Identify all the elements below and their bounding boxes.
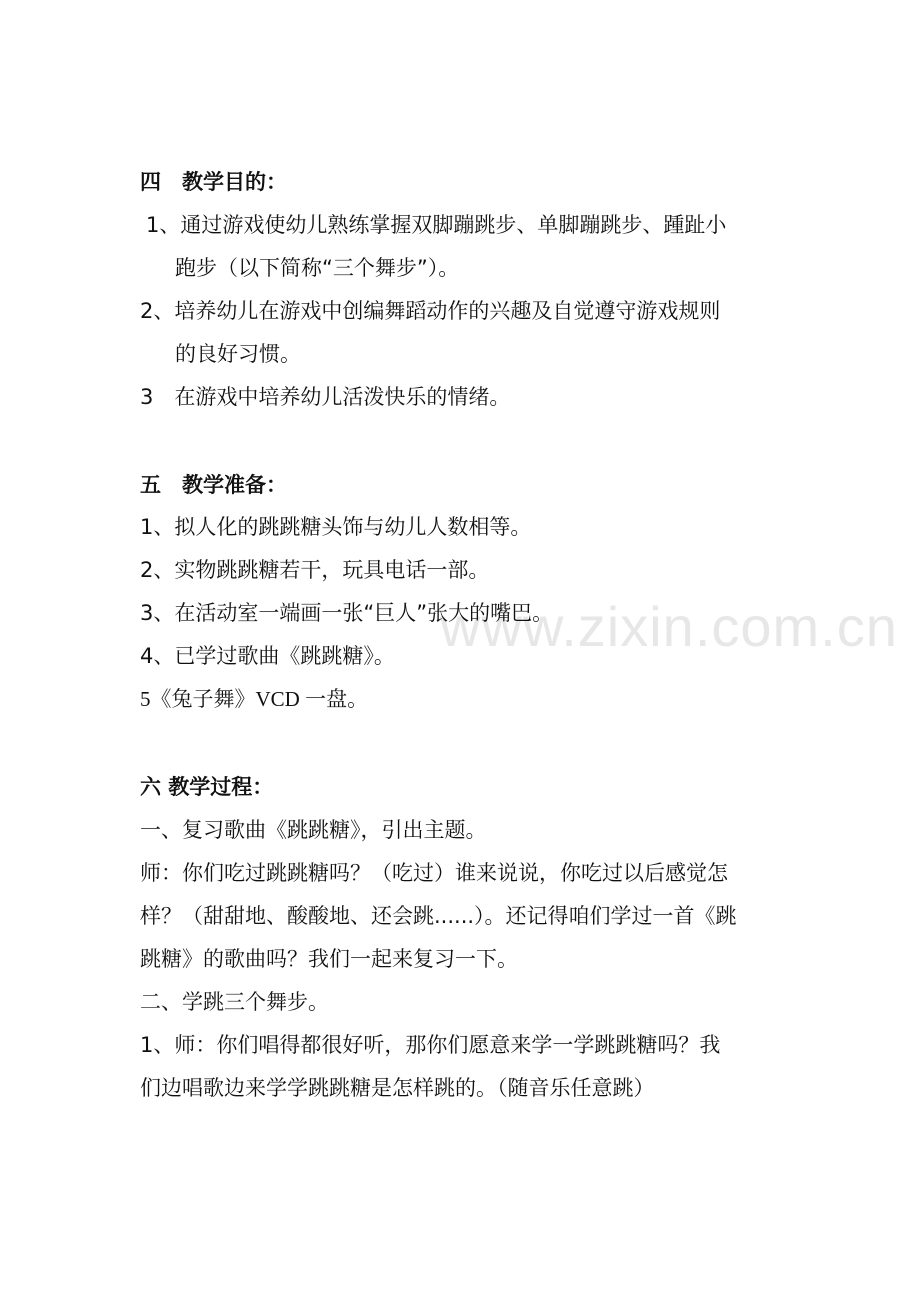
section-4-item-3: 3 在游戏中培养幼儿活泼快乐的情绪。 [140,385,511,409]
watermark: www.zixin.com.cn [440,595,898,658]
section-6-line-1: 一、复习歌曲《跳跳糖》，引出主题。 [140,818,487,842]
section-5-item-1: 1、拟人化的跳跳糖头饰与幼儿人数相等。 [140,515,532,539]
section-4-item-1: 1、通过游戏使幼儿熟练掌握双脚蹦跳步、单脚蹦跳步、踵趾小 [146,213,727,237]
section-5-item-5: 5《兔子舞》VCD 一盘。 [140,687,369,711]
section-5-item-3: 3、在活动室一端画一张“巨人”张大的嘴巴。 [140,601,554,625]
section-6-line-4: 跳糖》的歌曲吗？我们一起来复习一下。 [140,947,518,971]
section-6-line-5: 二、学跳三个舞步。 [140,990,329,1014]
section-5-item-4: 4、已学过歌曲《跳跳糖》。 [140,644,395,668]
section-4-item-1-cont: 跑步（以下简称“三个舞步”）。 [175,256,460,280]
section-6-line-6: 1、师：你们唱得都很好听，那你们愿意来学一学跳跳糖吗？我 [140,1033,721,1057]
section-5-item-2: 2、实物跳跳糖若干，玩具电话一部。 [140,558,490,582]
section-6-heading: 六 教学过程： [140,775,274,799]
section-4-item-2-cont: 的良好习惯。 [175,342,301,366]
section-4-heading: 四 教学目的： [140,170,287,194]
section-4-item-2: 2、培养幼儿在游戏中创编舞蹈动作的兴趣及自觉遵守游戏规则 [140,299,721,323]
section-5-heading: 五 教学准备： [140,473,287,497]
section-6-line-7: 们边唱歌边来学学跳跳糖是怎样跳的。（随音乐任意跳） [140,1076,655,1100]
section-6-line-2: 师：你们吃过跳跳糖吗？（吃过）谁来说说，你吃过以后感觉怎 [140,861,728,885]
section-6-line-3: 样？（甜甜地、酸酸地、还会跳......）。还记得咱们学过一首《跳 [140,904,737,928]
